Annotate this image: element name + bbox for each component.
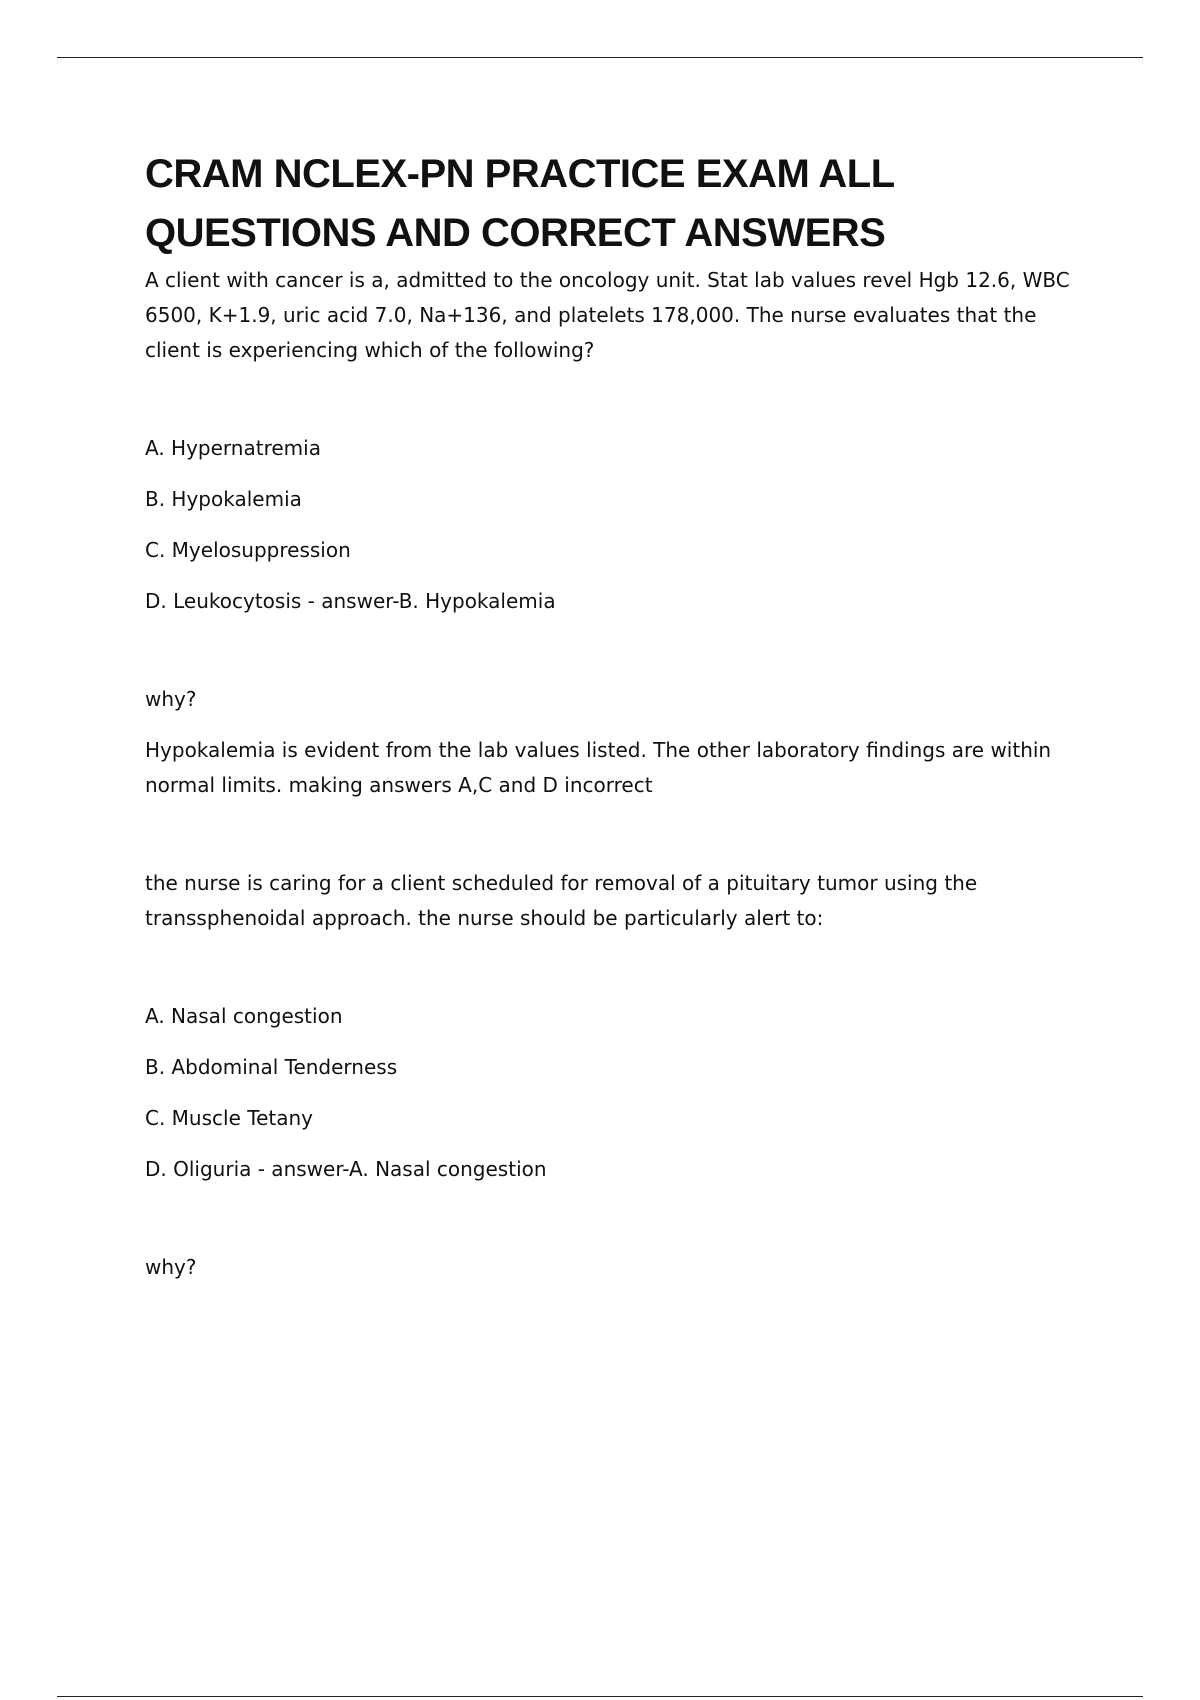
question-2: [145, 866, 1085, 1285]
top-divider: [57, 57, 1143, 58]
option-d-with-answer: D. Oliguria - answer-A. Nasal congestion: [145, 1157, 547, 1181]
document-body: [145, 145, 1085, 1285]
question-stem: A client with cancer is a, admitted to the oncology unit. Stat lab values revel Hgb 12.6, WBC 6500, K+1.9, uric acid 7.0, Na+136, and platelets 178,000. The nurse evaluates that the client is experiencing which of the following?: [145, 268, 1070, 362]
option-b: B. Abdominal Tenderness: [145, 1055, 398, 1079]
explanation: Hypokalemia is evident from the lab values listed. The other laboratory findings are within normal limits. making answers A,C and D incorrect: [145, 738, 1052, 797]
answer-options: [145, 999, 1085, 1187]
why-label: why?: [145, 687, 197, 711]
option-c: C. Muscle Tetany: [145, 1106, 313, 1130]
option-b: B. Hypokalemia: [145, 487, 302, 511]
option-d-with-answer: D. Leukocytosis - answer-B. Hypokalemia: [145, 589, 556, 613]
answer-options: [145, 431, 1085, 619]
option-a: A. Nasal congestion: [145, 1004, 343, 1028]
question-1: [145, 263, 1085, 803]
option-c: C. Myelosuppression: [145, 538, 351, 562]
question-stem: the nurse is caring for a client scheduled for removal of a pituitary tumor using the transsphenoidal approach. the nurse should be particularly alert to:: [145, 871, 978, 930]
why-label: why?: [145, 1255, 197, 1279]
document-title: CRAM NCLEX-PN PRACTICE EXAM ALL QUESTIONS AND CORRECT ANSWERS: [145, 152, 894, 255]
bottom-divider: [57, 1696, 1143, 1697]
option-a: A. Hypernatremia: [145, 436, 321, 460]
